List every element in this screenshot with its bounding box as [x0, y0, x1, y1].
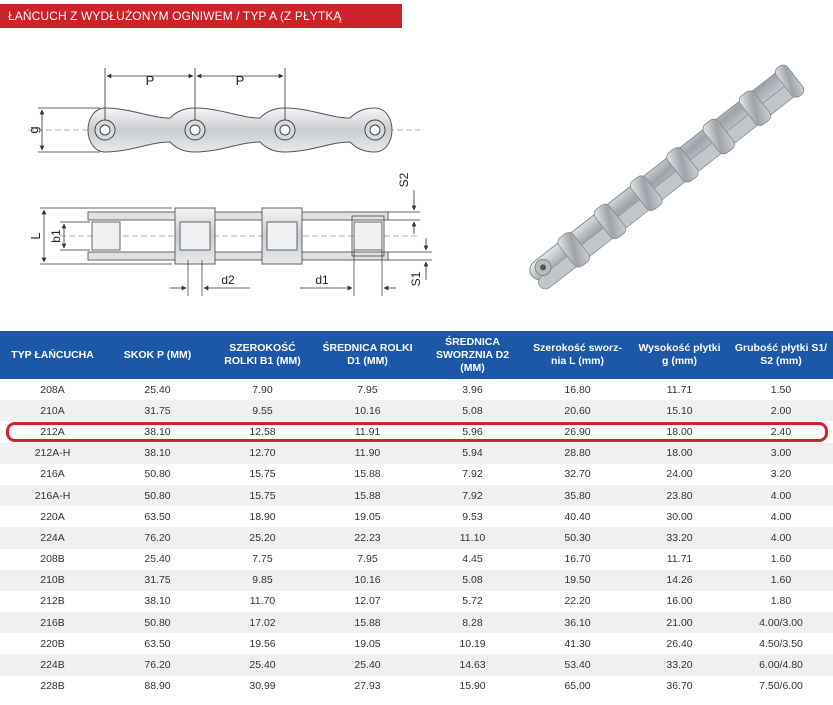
table-cell: 41.30	[525, 633, 630, 654]
table-cell: 38.10	[105, 443, 210, 464]
dim-label-g: g	[26, 126, 41, 134]
table-cell: 7.95	[315, 549, 420, 570]
table-cell: 30.00	[630, 506, 729, 527]
table-cell: 19.05	[315, 633, 420, 654]
table-row	[0, 485, 833, 506]
table-cell: 26.40	[630, 633, 729, 654]
table-row	[0, 379, 833, 400]
table-cell: 25.40	[105, 379, 210, 400]
table-cell: 18.00	[630, 443, 729, 464]
table-cell: 216A-H	[0, 485, 105, 506]
table-cell: 25.20	[210, 527, 315, 548]
dim-label-d1: d1	[315, 273, 329, 287]
table-cell: 5.94	[420, 443, 525, 464]
dim-label-s2: S2	[397, 172, 411, 188]
table-cell: 5.08	[420, 570, 525, 591]
table-cell: 1.60	[729, 570, 833, 591]
table-cell: 11.90	[315, 443, 420, 464]
table-cell: 210A	[0, 400, 105, 421]
table-row	[0, 591, 833, 612]
table-cell: 5.72	[420, 591, 525, 612]
dim-label-s1: S1	[409, 271, 423, 287]
table-cell: 212B	[0, 591, 105, 612]
table-cell: 27.93	[315, 676, 420, 697]
table-header-row	[0, 331, 833, 379]
table-cell: 11.71	[630, 549, 729, 570]
table-cell: 5.08	[420, 400, 525, 421]
table-cell: 24.00	[630, 464, 729, 485]
table-row	[0, 676, 833, 697]
table-cell: 10.19	[420, 633, 525, 654]
table-row	[0, 506, 833, 527]
table-cell: 33.20	[630, 654, 729, 675]
dim-label-d2: d2	[221, 273, 235, 287]
table-cell: 16.80	[525, 379, 630, 400]
table-row	[0, 527, 833, 548]
col-header-plate-thickness: Grubość płytki S1/ S2 (mm)	[729, 331, 833, 379]
table-cell: 1.50	[729, 379, 833, 400]
col-header-roller-diameter: ŚREDNICA ROLKI D1 (MM)	[315, 331, 420, 379]
table-cell: 1.60	[729, 549, 833, 570]
table-cell: 4.00/3.00	[729, 612, 833, 633]
table-cell: 4.00	[729, 506, 833, 527]
table-body	[0, 379, 833, 697]
table-cell: 15.90	[420, 676, 525, 697]
table-cell: 6.00/4.80	[729, 654, 833, 675]
table-cell: 16.70	[525, 549, 630, 570]
table-cell: 2.00	[729, 400, 833, 421]
dim-label-p1: P	[145, 73, 155, 88]
table-cell: 220A	[0, 506, 105, 527]
table-row	[0, 654, 833, 675]
table-cell: 7.90	[210, 379, 315, 400]
table-cell: 4.45	[420, 549, 525, 570]
table-cell: 25.40	[210, 654, 315, 675]
col-header-type: TYP ŁAŃCUCHA	[0, 331, 105, 379]
table-cell: 228B	[0, 676, 105, 697]
table-cell: 36.70	[630, 676, 729, 697]
table-cell: 212A-H	[0, 443, 105, 464]
table-row	[0, 549, 833, 570]
table-cell: 15.75	[210, 485, 315, 506]
table-cell: 212A	[0, 421, 105, 442]
table-cell: 22.23	[315, 527, 420, 548]
table-cell: 20.60	[525, 400, 630, 421]
chain-spec-table	[0, 331, 833, 697]
table-cell: 5.96	[420, 421, 525, 442]
table-cell: 50.80	[105, 485, 210, 506]
table-cell: 9.55	[210, 400, 315, 421]
table-cell: 11.71	[630, 379, 729, 400]
table-cell: 21.00	[630, 612, 729, 633]
table-cell: 63.50	[105, 633, 210, 654]
chain-side-view	[26, 68, 420, 152]
col-header-pin-diameter: ŚREDNICA SWORZNIA D2 (MM)	[420, 331, 525, 379]
table-cell: 38.10	[105, 591, 210, 612]
table-cell: 65.00	[525, 676, 630, 697]
table-cell: 17.02	[210, 612, 315, 633]
chain-top-view	[28, 172, 432, 296]
table-cell: 88.90	[105, 676, 210, 697]
table-cell: 40.40	[525, 506, 630, 527]
table-row	[0, 400, 833, 421]
table-cell: 11.91	[315, 421, 420, 442]
dim-label-p2: P	[235, 73, 245, 88]
chain-technical-drawing	[0, 40, 833, 330]
dim-label-b1: b1	[49, 229, 63, 243]
table-cell: 35.80	[525, 485, 630, 506]
table-cell: 11.70	[210, 591, 315, 612]
table-cell: 216B	[0, 612, 105, 633]
table-cell: 22.20	[525, 591, 630, 612]
table-cell: 7.50/6.00	[729, 676, 833, 697]
table-cell: 15.88	[315, 464, 420, 485]
table-cell: 4.00	[729, 485, 833, 506]
table-cell: 25.40	[105, 549, 210, 570]
dim-label-l: L	[28, 232, 43, 240]
table-cell: 10.16	[315, 570, 420, 591]
table-cell: 4.50/3.50	[729, 633, 833, 654]
table-row	[0, 464, 833, 485]
table-cell: 224A	[0, 527, 105, 548]
table-row	[0, 443, 833, 464]
table-cell: 76.20	[105, 527, 210, 548]
table-cell: 18.90	[210, 506, 315, 527]
table-cell: 220B	[0, 633, 105, 654]
table-row	[0, 570, 833, 591]
table-cell: 12.58	[210, 421, 315, 442]
table-cell: 50.80	[105, 612, 210, 633]
table-cell: 1.80	[729, 591, 833, 612]
table-cell: 14.26	[630, 570, 729, 591]
table-cell: 32.70	[525, 464, 630, 485]
col-header-pin-length: Szerokość sworz-nia L (mm)	[525, 331, 630, 379]
table-cell: 208A	[0, 379, 105, 400]
chain-3d-photo	[524, 63, 806, 295]
table-cell: 16.00	[630, 591, 729, 612]
table-cell: 12.07	[315, 591, 420, 612]
table-cell: 7.92	[420, 464, 525, 485]
table-cell: 15.10	[630, 400, 729, 421]
col-header-pitch: SKOK P (MM)	[105, 331, 210, 379]
table-cell: 2.40	[729, 421, 833, 442]
table-cell: 50.30	[525, 527, 630, 548]
table-cell: 3.20	[729, 464, 833, 485]
table-cell: 10.16	[315, 400, 420, 421]
table-cell: 33.20	[630, 527, 729, 548]
table-cell: 26.90	[525, 421, 630, 442]
table-cell: 53.40	[525, 654, 630, 675]
table-cell: 15.75	[210, 464, 315, 485]
table-cell: 31.75	[105, 570, 210, 591]
table-cell: 8.28	[420, 612, 525, 633]
table-cell: 224B	[0, 654, 105, 675]
table-cell: 7.92	[420, 485, 525, 506]
table-cell: 7.95	[315, 379, 420, 400]
table-cell: 18.00	[630, 421, 729, 442]
table-row	[0, 421, 833, 442]
table-cell: 3.96	[420, 379, 525, 400]
table-cell: 36.10	[525, 612, 630, 633]
table-cell: 208B	[0, 549, 105, 570]
table-row	[0, 633, 833, 654]
table-cell: 210B	[0, 570, 105, 591]
table-cell: 76.20	[105, 654, 210, 675]
table-cell: 4.00	[729, 527, 833, 548]
table-cell: 50.80	[105, 464, 210, 485]
col-header-roller-width: SZEROKOŚĆ ROLKI B1 (MM)	[210, 331, 315, 379]
table-cell: 216A	[0, 464, 105, 485]
col-header-plate-height: Wysokość płytki g (mm)	[630, 331, 729, 379]
table-cell: 19.50	[525, 570, 630, 591]
table-cell: 7.75	[210, 549, 315, 570]
table-cell: 11.10	[420, 527, 525, 548]
table-row	[0, 612, 833, 633]
table-cell: 25.40	[315, 654, 420, 675]
table-cell: 19.05	[315, 506, 420, 527]
table-cell: 9.85	[210, 570, 315, 591]
table-cell: 14.63	[420, 654, 525, 675]
page-title: ŁAŃCUCH Z WYDŁUŻONYM OGNIWEM / TYP A (Z PŁYTKĄ ÓSEMKOWĄ)	[0, 4, 402, 28]
table-cell: 23.80	[630, 485, 729, 506]
table-cell: 31.75	[105, 400, 210, 421]
chain-drawing-svg	[0, 40, 833, 330]
table-cell: 15.88	[315, 612, 420, 633]
table-cell: 12.70	[210, 443, 315, 464]
table-cell: 3.00	[729, 443, 833, 464]
table-cell: 9.53	[420, 506, 525, 527]
table-cell: 38.10	[105, 421, 210, 442]
table-cell: 28.80	[525, 443, 630, 464]
table-cell: 19.56	[210, 633, 315, 654]
table-cell: 63.50	[105, 506, 210, 527]
table-cell: 30.99	[210, 676, 315, 697]
table-cell: 15.88	[315, 485, 420, 506]
